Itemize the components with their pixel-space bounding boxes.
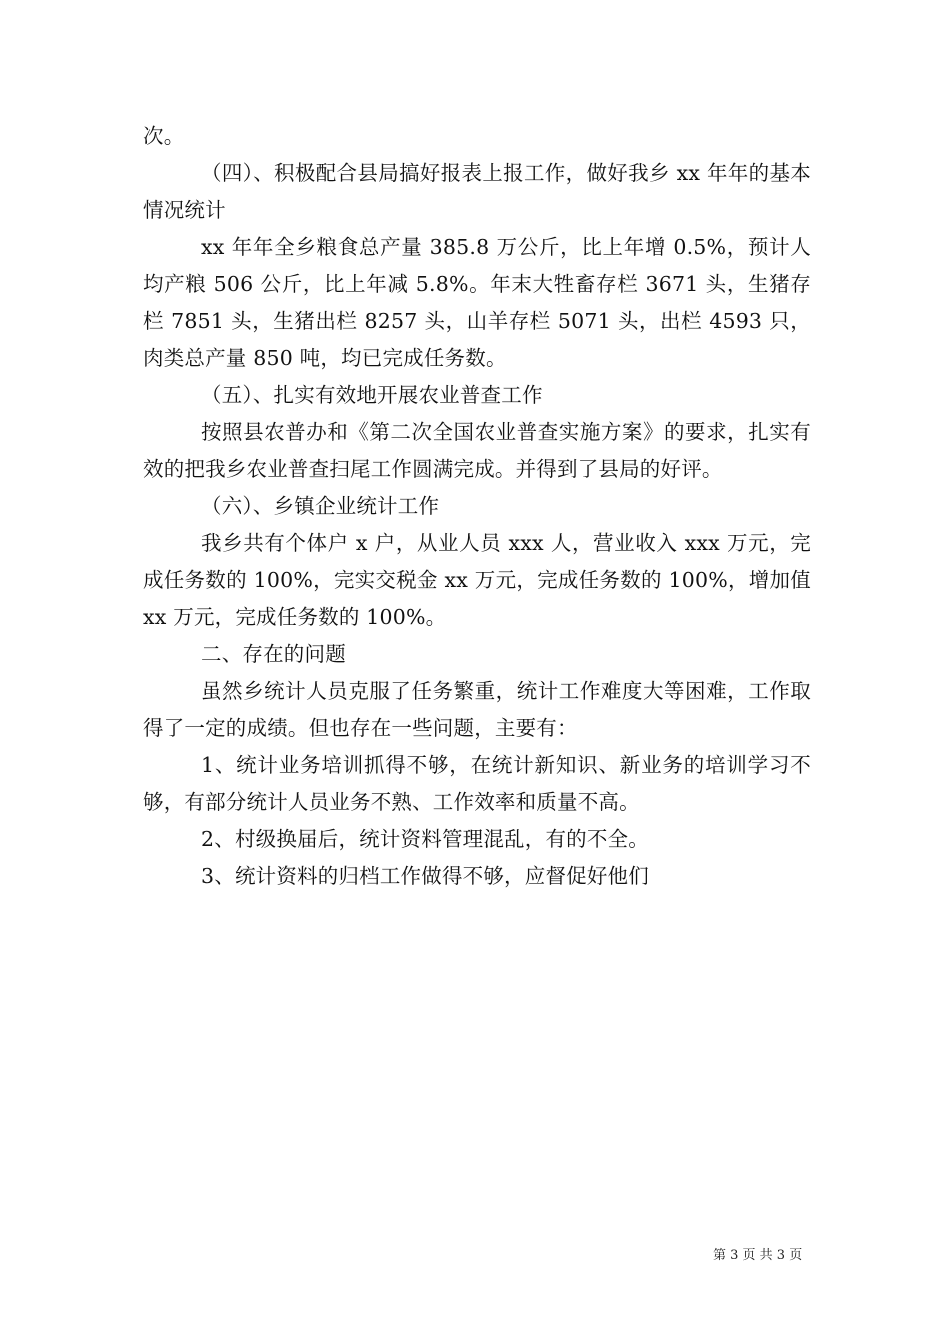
paragraph-problems-intro: 虽然乡统计人员克服了任务繁重，统计工作难度大等困难，工作取得了一定的成绩。但也存在一些问题，主要有： <box>143 679 811 740</box>
paragraph-grain-livestock: xx 年年全乡粮食总产量 385.8 万公斤，比上年增 0.5%，预计人均产粮 506 公斤，比上年减 5.8%。年末大牲畜存栏 3671 头，生猪存栏 7851 头，生猪出栏 8257 头，山羊存栏 5071 头，出栏 4593 只，肉类总产量 850 吨，均已完成任务数。 <box>143 235 811 370</box>
document-body <box>143 118 811 895</box>
problem-item-1: 1、统计业务培训抓得不够，在统计新知识、新业务的培训学习不够，有部分统计人员业务不熟、工作效率和质量不高。 <box>143 753 811 814</box>
paragraph-continuation: 次。 <box>143 124 185 148</box>
section-heading-4: （四）、积极配合县局搞好报表上报工作，做好我乡 xx 年年的基本情况统计 <box>143 161 811 222</box>
section-heading-6: （六）、乡镇企业统计工作 <box>201 494 440 518</box>
page-number-footer: 第 3 页 共 3 页 <box>713 1248 803 1263</box>
paragraph-enterprise: 我乡共有个体户 x 户，从业人员 xxx 人，营业收入 xxx 万元，完成任务数的 100%，完实交税金 xx 万元，完成任务数的 100%，增加值 xx 万元，完成任务数的 100%。 <box>143 531 811 629</box>
problem-item-2: 2、村级换届后，统计资料管理混乱，有的不全。 <box>201 827 649 851</box>
section-heading-problems: 二、存在的问题 <box>201 642 346 666</box>
paragraph-census: 按照县农普办和《第二次全国农业普查实施方案》的要求，扎实有效的把我乡农业普查扫尾工作圆满完成。并得到了县局的好评。 <box>143 420 811 481</box>
problem-item-3: 3、统计资料的归档工作做得不够，应督促好他们 <box>201 864 649 888</box>
section-heading-5: （五）、扎实有效地开展农业普查工作 <box>201 383 543 407</box>
